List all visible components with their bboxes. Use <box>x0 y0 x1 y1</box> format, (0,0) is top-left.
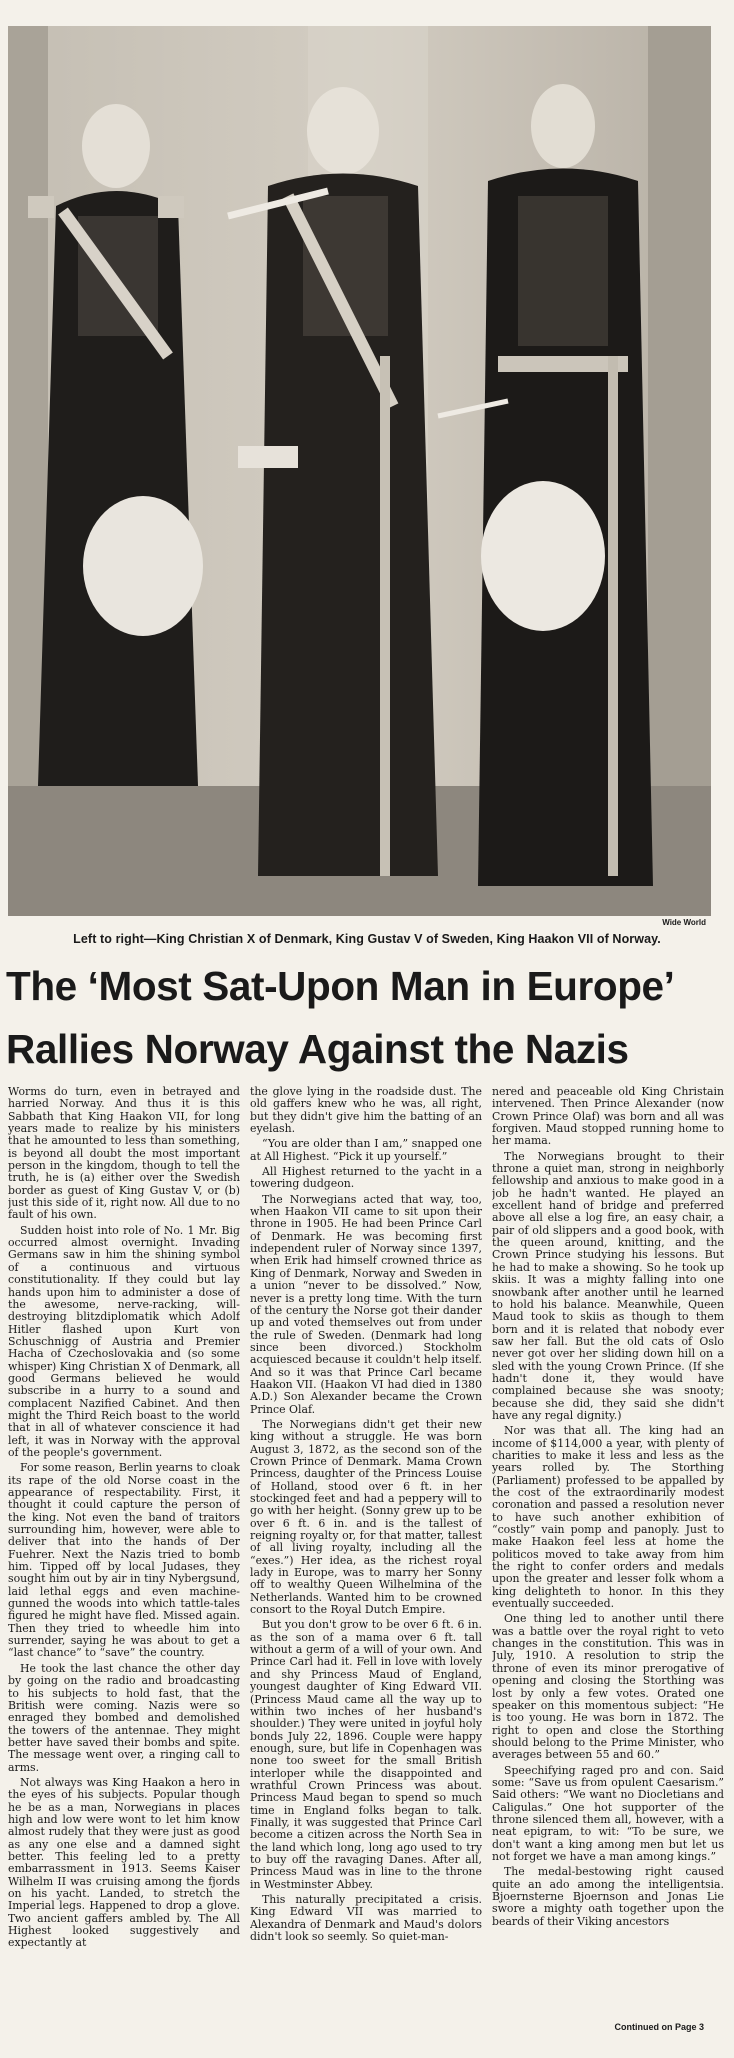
headline-line-2: Rallies Norway Against the Nazis <box>6 1026 629 1072</box>
paragraph: Not always was King Haakon a hero in the eyes of his subjects. Popular though he be as a man, Norwegians in places high and low were wont to let him know almost rudely that they were just as good as any one else and a damned sight better. This feeling led to a pretty embarrassment in 1913. Seems Kaiser Wilhelm II was cruising among the fjords on his yacht. Landed, to stretch the Imperial legs. Happened to drop a glove. Two ancient gaffers ambled by. The All Highest looked suggestively and expectantly at <box>8 1775 240 1950</box>
paragraph: For some reason, Berlin yearns to cloak its rape of the old Norse coast in the appearance of respectability. First, it thought it could capture the person of the king. Not even the band of traitors surrounding him, however, were able to deliver that into the hands of Der Fuehrer. Next the Nazis tried to bomb him. Tipped off by local Judases, they sought him out by air in tiny Nybergsund, laid lethal eggs and even machine-gunned the woods into which tattle-tales figured he might have fled. Missed again. Then they tried to wheedle him into surrender, saying he was about to get a “last chance” to “save” the country. <box>8 1461 240 1660</box>
article-column-1 <box>8 1086 240 2036</box>
paragraph: One thing led to another until there was a battle over the royal right to veto changes in the constitution. This was in July, 1910. A resolution to strip the throne of even its minor prerogative of opening and closing the Storthing was lost by only a few votes. Orated one speaker on this momentous subject: “He is too young. He was born in 1872. The right to open and close the Storthing should belong to the Prime Minister, who averages between 55 and 60.” <box>492 1612 724 1762</box>
paragraph: The Norwegians brought to their throne a quiet man, strong in neighborly fellowship and anxious to make good in a job he hadn't wanted. He played an excellent hand of bridge and preferred above all else a log fire, an easy chair, a pair of old slippers and a good book, with the queen around, knitting, and the Crown Prince studying his lessons. But he had to make a showing. So he took up skiis. It was a mighty falling into one snowbank after another until he learned to hold his balance. Meanwhile, Queen Maud took to skiis as though to them born and it is related that nobody ever saw her fall. But the old cats of Oslo never got over her sliding down hill on a sled with the young Crown Prince. (If she hadn't done it, they would have complained because she was snooty; because she did, they said she didn't have any regal dignity.) <box>492 1149 724 1422</box>
paragraph: He took the last chance the other day by going on the radio and broadcasting to his subjects to hold fast, that the British were coming. Nazis were so enraged they bombed and demolished the towers of the antennae. They might better have saved their bombs and spite. The message went over, a ringing call to arms. <box>8 1661 240 1774</box>
paragraph: The Norwegians didn't get their new king without a struggle. He was born August 3, 1872, as the second son of the Crown Prince of Denmark. Mama Crown Princess, daughter of the Princess Louise of Holland, stood over 6 ft. in her stockinged feet and had a peppery will to go with her height. (Sonny grew up to be over 6 ft. 6 in. and is the tallest of reigning royalty or, for that matter, tallest of all living royalty, including all the “exes.”) Her idea, as the richest royal lady in Europe, was to marry her Sonny off to wealthy Queen Wilhelmina of the Netherlands. Wanted him to be crowned consort to the Royal Dutch Empire. <box>250 1417 482 1617</box>
photo-caption: Left to right—King Christian X of Denmark, King Gustav V of Sweden, King Haakon VII of Norway. <box>73 932 661 946</box>
article-column-2 <box>250 1086 482 2036</box>
paragraph: the glove lying in the roadside dust. The old gaffers knew who he was, all right, but they didn't give him the batting of an eyelash. <box>250 1086 482 1136</box>
paragraph: Sudden hoist into role of No. 1 Mr. Big occurred almost overnight. Invading Germans saw in him the shining symbol of a continuous and virtuous constitutionality. If they could but lay hands upon him to administer a dose of the awesome, nerve-racking, will-destroying blitzdiplomatik which Adolf Hitler flashed upon Kurt von Schuschnigg of Austria and Premier Hacha of Czechoslovakia and (so some whisper) King Christian X of Denmark, all good Germans believed he would subscribe in a hurry to a sound and complacent Nazified Cabinet. And then might the Third Reich boast to the world that in all of whatever conscience it had left, it was in Norway with the approval of the people's government. <box>8 1223 240 1459</box>
paragraph: “You are older than I am,” snapped one at All Highest. “Pick it up yourself.” <box>250 1137 482 1163</box>
paragraph: This naturally precipitated a crisis. King Edward VII was married to Alexandra of Denmark and Maud's dolors didn't look so seemly. So quiet-man- <box>250 1893 482 1944</box>
headline-line-1: The ‘Most Sat-Upon Man in Europe’ <box>6 963 675 1009</box>
photo-credit: Wide World <box>662 918 706 927</box>
continued-notice: Continued on Page 3 <box>614 2022 704 2032</box>
paragraph: Nor was that all. The king had an income of $114,000 a year, with plenty of charities to make it less and less as the years rolled by. The Storthing (Parliament) professed to be appalled by the cost of the extraordinarily modest coronation and passed a resolution never to have such another exhibition of “costly” vain pomp and panoply. Just to make Haakon feel less at home the politicos moved to take away from him the right to confer orders and medals upon the greater and lesser folk whom a king delighteth to honor. In this they eventually succeeded. <box>492 1424 724 1611</box>
article-column-3 <box>492 1086 724 1996</box>
paragraph: All Highest returned to the yacht in a towering dudgeon. <box>250 1165 482 1191</box>
paragraph: The Norwegians acted that way, too, when Haakon VII came to sit upon their throne in 1905. He had been Prince Carl of Denmark. He was becoming first independent ruler of Norway since 1397, when Erik had himself crowned thrice as King of Denmark, Norway and Sweden in a union “never to be dissolved.” Now, never is a pretty long time. With the turn of the century the Norse got their dander up and voted themselves out from under the rule of Sweden. (Denmark had long since been divorced.) Stockholm acquiesced because it couldn't help itself. And so it was that Prince Carl became Haakon VII. (Haakon VI had died in 1380 A.D.) Son Alexander became the Crown Prince Olaf. <box>250 1192 482 1416</box>
paragraph: The medal-bestowing right caused quite an ado among the intelligentsia. Bjoernsterne Bjoernson and Jonas Lie swore a mighty oath together upon the beards of their Viking ancestors <box>492 1865 724 1928</box>
kings-photograph <box>8 26 711 916</box>
paragraph: Speechifying raged pro and con. Said some: “Save us from opulent Caesarism.” Said others: “We want no Diocletians and Caligulas.” One hot supporter of the throne silenced them all, however, with a neat epigram, to wit: “To be sure, we don't want a king among men but let us not forget we have a man among kings.” <box>492 1763 724 1863</box>
paragraph: nered and peaceable old King Christain intervened. Then Prince Alexander (now Crown Prince Olaf) was born and all was forgiven. Maud stopped running home to her mama. <box>492 1086 724 1148</box>
paragraph: Worms do turn, even in betrayed and harried Norway. And thus it is this Sabbath that King Haakon VII, for long years made to realize by his ministers that he amounted to less than something, is beyond all doubt the most important person in the kingdom, though to tell the truth, he is (a) either over the Swedish border as guest of King Gustav V, or (b) just this side of it, right now. All due to no fault of his own. <box>8 1086 240 1222</box>
paragraph: But you don't grow to be over 6 ft. 6 in. as the son of a mama over 6 ft. tall without a germ of a will of your own. And Prince Carl had it. Fell in love with lovely and shy Princess Maud of England, youngest daughter of King Edward VII. (Princess Maud came all the way up to within two inches of her husband's shoulder.) They were united in joyful holy bonds July 22, 1896. Couple were happy enough, sure, but life in Copenhagen was none too sweet for the small British interloper while the disappointed and wrathful Crown Princess was about. Princess Maud began to spend so much time in England folks began to talk. Finally, it was suggested that Prince Carl become a citizen across the North Sea in the land which long, long ago used to try to buy off the ravaging Danes. After all, Princess Maud was in line to the throne in Westminster Abbey. <box>250 1618 482 1891</box>
